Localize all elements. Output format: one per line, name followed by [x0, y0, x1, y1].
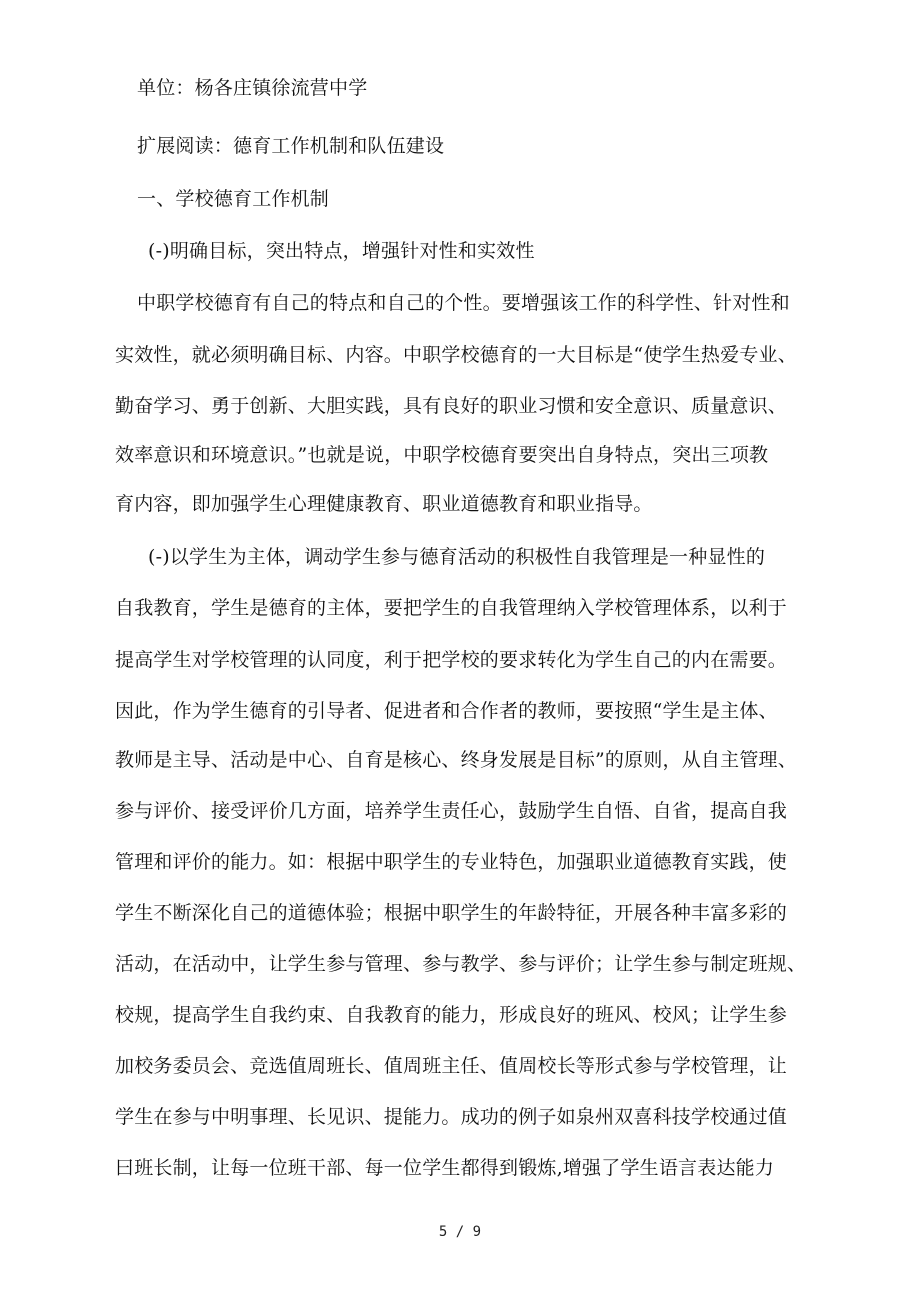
section-heading: 一、学校德育工作机制 [137, 188, 330, 210]
paragraph-line: 参与评价、接受评价几方面，培养学生责任心，鼓励学生自悟、自省，提高自我 [115, 800, 788, 822]
unit-line: 单位：杨各庄镇徐流营中学 [137, 77, 368, 99]
paragraph-line: 勤奋学习、勇于创新、大胆实践，具有良好的职业习惯和安全意识、质量意识、 [115, 395, 788, 417]
paragraph-line: 加校务委员会、竞选值周班长、值周班主任、值周校长等形式参与学校管理，让 [115, 1055, 788, 1077]
extended-reading-title: 扩展阅读：德育工作机制和队伍建设 [137, 135, 445, 157]
paragraph-line: 曰班长制，让每一位班干部、每一位学生都得到锻炼,增强了学生语言表达能力 [115, 1157, 775, 1179]
paragraph-line: 效率意识和环境意识。”也就是说，中职学校德育要突出自身特点，突出三项教 [115, 444, 769, 466]
paragraph-line: 中职学校德育有自己的特点和自己的个性。要增强该工作的科学性、针对性和 [137, 292, 790, 314]
paragraph-line: 提高学生对学校管理的认同度，利于把学校的要求转化为学生自己的内在需要。 [115, 649, 788, 671]
paragraph-line: 学生不断深化自己的道德体验；根据中职学生的年龄特征，开展各种丰富多彩的 [115, 902, 788, 924]
paragraph-line: 管理和评价的能力。如：根据中职学生的专业特色，加强职业道德教育实践，使 [115, 851, 788, 873]
paragraph-line: 校规，提高学生自我约束、自我教育的能力，形成良好的班风、校风；让学生参 [115, 1004, 788, 1026]
paragraph-line: 实效性，就必须明确目标、内容。中职学校德育的一大目标是“使学生热爱专业、 [115, 344, 797, 366]
subsection-heading: (-)以学生为主体，调动学生参与德育活动的积极性自我管理是一种显性的 [148, 546, 766, 568]
paragraph-line: 自我教育，学生是德育的主体，要把学生的自我管理纳入学校管理体系，以利于 [115, 597, 788, 619]
paragraph-line: 因此，作为学生德育的引导者、促进者和合作者的教师，要按照“学生是主体、 [115, 700, 778, 722]
paragraph-line: 教师是主导、活动是中心、自育是核心、终身发展是目标”的原则，从自主管理、 [115, 749, 797, 771]
page-number: 5 / 9 [438, 1224, 482, 1240]
paragraph-line: 学生在参与中明事理、长见识、提能力。成功的例子如泉州双喜科技学校通过值 [115, 1106, 788, 1128]
subsection-heading: (-)明确目标，突出特点，增强针对性和实效性 [148, 240, 535, 262]
paragraph-line: 活动，在活动中，让学生参与管理、参与教学、参与评价；让学生参与制定班规、 [115, 953, 807, 975]
paragraph-line: 育内容，即加强学生心理健康教育、职业道德教育和职业指导。 [115, 493, 653, 515]
